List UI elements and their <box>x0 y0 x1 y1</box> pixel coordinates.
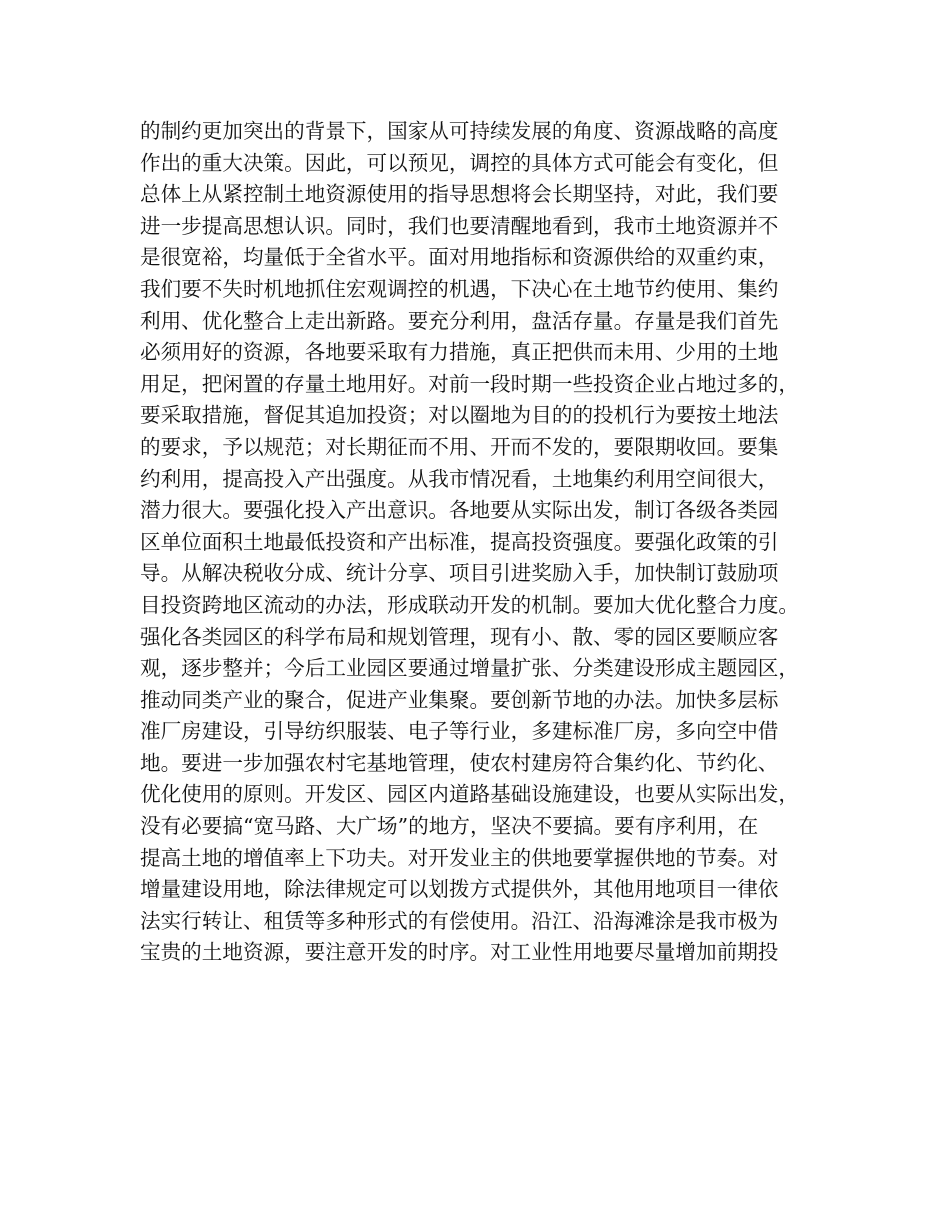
text-line: 推动同类产业的聚合，促进产业集聚。要创新节地的办法。加快多层标 <box>140 687 779 712</box>
text-line: 宝贵的土地资源，要注意开发的时序。对工业性用地要尽量增加前期投 <box>140 940 779 965</box>
text-line: 增量建设用地，除法律规定可以划拨方式提供外，其他用地项目一律依 <box>140 877 779 902</box>
text-line: 法实行转让、租赁等多种形式的有偿使用。沿江、沿海滩涂是我市极为 <box>140 908 779 933</box>
text-line: 用足，把闲置的存量土地用好。对前一段时期一些投资企业占地过多的， <box>140 371 799 396</box>
text-line: 利用、优化整合上走出新路。要充分利用，盘活存量。存量是我们首先 <box>140 308 779 333</box>
text-line: 区单位面积土地最低投资和产出标准，提高投资强度。要强化政策的引 <box>140 529 779 554</box>
text-line: 导。从解决税收分成、统计分享、项目引进奖励入手，加快制订鼓励项 <box>140 561 779 586</box>
text-line: 总体上从紧控制土地资源使用的指导思想将会长期坚持，对此，我们要 <box>140 182 779 207</box>
text-line: 提高土地的增值率上下功夫。对开发业主的供地要掌握供地的节奏。对 <box>140 845 779 870</box>
text-line: 优化使用的原则。开发区、园区内道路基础设施建设，也要从实际出发， <box>140 782 799 807</box>
text-line: 目投资跨地区流动的办法，形成联动开发的机制。要加大优化整合力度。 <box>140 592 799 617</box>
text-line: 准厂房建设，引导纺织服装、电子等行业，多建标准厂房，多向空中借 <box>140 719 779 744</box>
text-line: 作出的重大决策。因此，可以预见，调控的具体方式可能会有变化，但 <box>140 150 779 175</box>
text-line: 强化各类园区的科学布局和规划管理，现有小、散、零的园区要顺应客 <box>140 624 779 649</box>
text-line: 没有必要搞“宽马路、大广场”的地方，坚决不要搞。要有序利用，在 <box>140 814 759 839</box>
text-line: 的要求，予以规范；对长期征而不用、开而不发的，要限期收回。要集 <box>140 434 779 459</box>
text-line: 地。要进一步加强农村宅基地管理，使农村建房符合集约化、节约化、 <box>140 750 779 775</box>
body-text <box>140 116 840 969</box>
text-line: 是很宽裕，均量低于全省水平。面对用地指标和资源供给的双重约束， <box>140 245 779 270</box>
text-line: 必须用好的资源，各地要采取有力措施，真正把供而未用、少用的土地 <box>140 340 779 365</box>
text-line: 我们要不失时机地抓住宏观调控的机遇，下决心在土地节约使用、集约 <box>140 276 779 301</box>
text-line: 的制约更加突出的背景下，国家从可持续发展的角度、资源战略的高度 <box>140 119 779 143</box>
text-line: 潜力很大。要强化投入产出意识。各地要从实际出发，制订各级各类园 <box>140 498 779 523</box>
text-line: 观，逐步整并；今后工业园区要通过增量扩张、分类建设形成主题园区， <box>140 656 799 681</box>
text-line: 约利用，提高投入产出强度。从我市情况看，土地集约利用空间很大， <box>140 466 779 491</box>
text-line: 要采取措施，督促其追加投资；对以圈地为目的的投机行为要按土地法 <box>140 403 779 428</box>
text-line: 进一步提高思想认识。同时，我们也要清醒地看到，我市土地资源并不 <box>140 213 779 238</box>
